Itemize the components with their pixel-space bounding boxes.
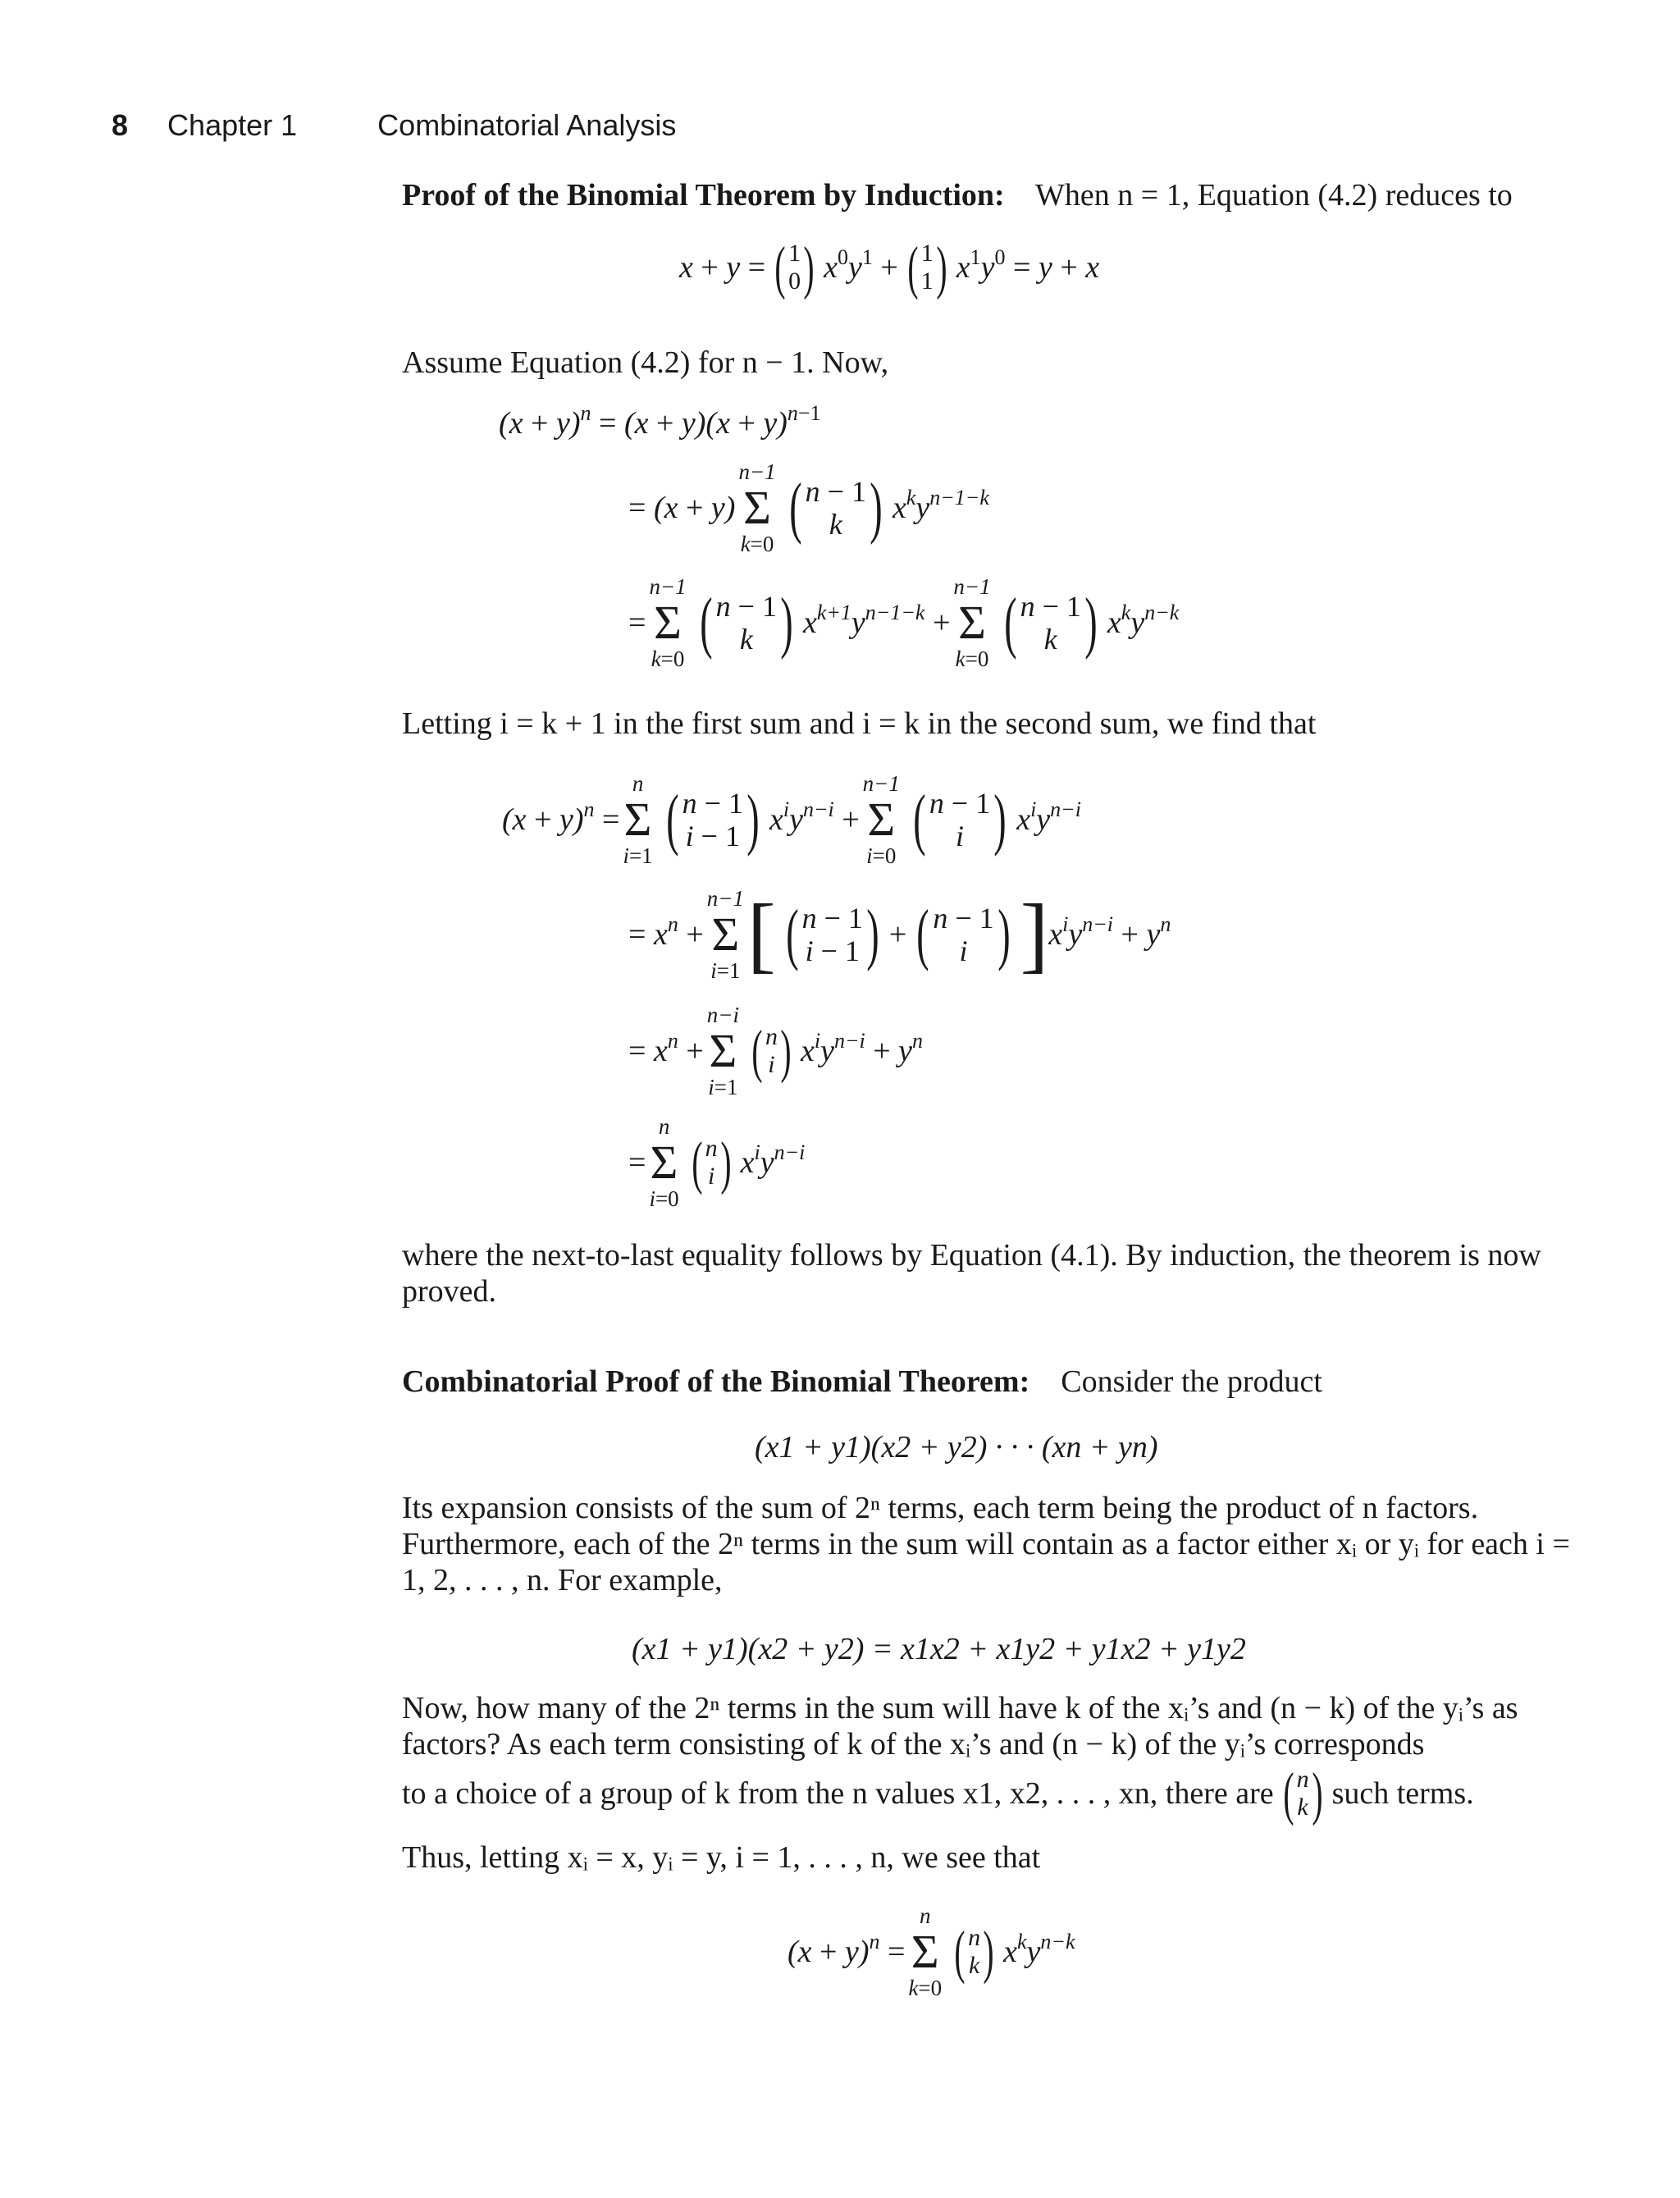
induction-heading: Proof of the Binomial Theorem by Induction: — [402, 178, 1005, 212]
counting-question: Now, how many of the 2ⁿ terms in the sum will have k of the xᵢ’s and (n − k) of the yᵢ’s as factors? As each term consisting of k of the xᵢ’s and (n − k) of the yᵢ’s corresponds — [402, 1691, 1518, 1762]
equation-step-7: = n Σ i=0 ( n i ) $x^iy^{n-i}$ — [628, 1114, 806, 1211]
chapter-label: Chapter 1 — [167, 108, 298, 142]
running-header — [112, 108, 676, 143]
induction-assumption: Assume Equation (4.2) for n − 1. Now, — [402, 345, 889, 380]
equation-step-1: $(x + y)^n = (x + y)(x + y)^{n-1}$ — [499, 401, 821, 441]
binomial-n-choose-k: ( n k ) — [1283, 1761, 1323, 1826]
induction-intro-text: When n = 1, Equation (4.2) reduces to — [1035, 178, 1513, 212]
substitution-text: Thus, letting xᵢ = x, yᵢ = y, i = 1, . . . , n, we see that — [402, 1840, 1041, 1875]
page-number: 8 — [112, 108, 129, 142]
chapter-title: Combinatorial Analysis — [377, 108, 677, 142]
equation-base-case: x + y = ( 1 0 ) $x^0y^1$ + ( 1 1 ) $x^1y^0 = y + x$ — [679, 235, 1100, 300]
equation-step-4: $(x + y)^n$ = n Σ i=1 ( n − 1 i − 1 ) $x^iy^{n-i}$ + n−1 Σ i=0 ( n − 1 i ) $x^iy^{n-i}$ — [502, 771, 1081, 868]
index-substitution-text: Letting i = k + 1 in the first sum and i = k in the second sum, we find that — [402, 706, 1317, 741]
combinatorial-intro-text: Consider the product — [1061, 1364, 1322, 1399]
equation-step-5: = $x^n$ + n−1 Σ i=1 [ ( n − 1 i − 1 ) + ( n − 1 i ) ] $x^iy^{n-i} + y^n$ — [628, 886, 1171, 983]
counting-answer — [402, 1761, 1580, 1826]
induction-proof-intro — [402, 177, 1580, 213]
equation-product: (x1 + y1)(x2 + y2) · · · (xn + yn) — [755, 1430, 1158, 1465]
counting-answer-suffix: such terms. — [1331, 1776, 1474, 1811]
combinatorial-proof-intro — [402, 1364, 1580, 1400]
equation-step-3: = n−1 Σ k=0 ( n − 1 k ) $x^{k+1}y^{n-1-k}$ + n−1 Σ k=0 ( n − 1 k ) $x^ky^{n-k}$ — [628, 574, 1180, 671]
equation-binomial-theorem: $(x + y)^n$ = n Σ k=0 ( n k ) $x^ky^{n-k}$ — [788, 1903, 1075, 2000]
equation-step-6: = $x^n$ + n−i Σ i=1 ( n i ) $x^iy^{n-i} + y^n$ — [628, 1003, 924, 1099]
induction-conclusion: where the next-to-last equality follows by Equation (4.1). By induction, the theorem is now proved. — [402, 1238, 1541, 1309]
equation-step-2: = (x + y) n−1 Σ k=0 ( n − 1 k ) $x^ky^{n-1-k}$ — [628, 459, 989, 556]
expansion-paragraph: Its expansion consists of the sum of 2ⁿ terms, each term being the product of n factors. Furthermore, each of the 2ⁿ terms in the sum will contain as a factor either xᵢ or yᵢ for each i = 1, 2, . . . , n. For example, — [402, 1491, 1570, 1597]
combinatorial-heading: Combinatorial Proof of the Binomial Theorem: — [402, 1364, 1030, 1399]
counting-answer-text: to a choice of a group of k from the n values x1, x2, . . . , xn, there are — [402, 1776, 1274, 1811]
equation-example: (x1 + y1)(x2 + y2) = x1x2 + x1y2 + y1x2 + y1y2 — [632, 1632, 1246, 1666]
